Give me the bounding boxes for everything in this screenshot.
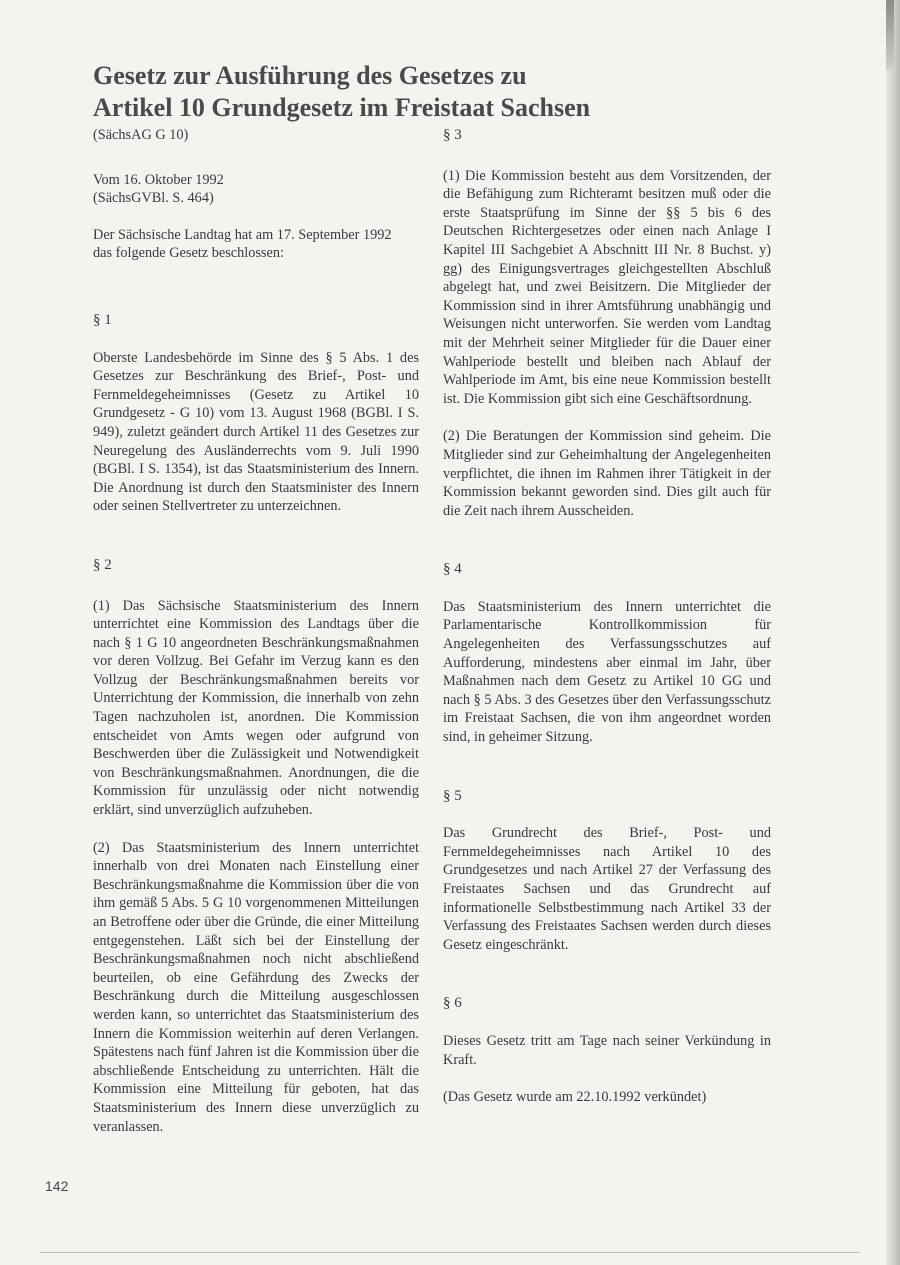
section-3-heading: § 3 xyxy=(443,127,462,143)
page-title xyxy=(93,60,793,124)
preamble: Der Sächsische Landtag hat am 17. September 1992 das folgende Gesetz beschlossen: xyxy=(93,226,392,262)
section-4-heading: § 4 xyxy=(443,561,462,578)
bottom-edge-line xyxy=(40,1252,860,1253)
section-3-paragraph-2: (2) Die Beratungen der Kommission sind geheim. Die Mitglieder sind zur Geheimhaltung der Angelegenheiten verpflichtet, die ihnen im Rahmen ihrer Tätigkeit in der Kommission bekannt geworden sind. Dies gilt auch für die Zeit nach ihrem Ausscheiden. xyxy=(443,428,771,519)
section-2-paragraph-2: (2) Das Staatsministerium des Innern unterrichtet innerhalb von drei Monaten nach Einstellung einer Beschränkungsmaßnahme die Kommission über die von ihm gemäß 5 Abs. 5 G 10 vorgenommenen Mitteilungen an Betroffene oder über die Gründe, die einer Mitteilung entgegenstehen. Läßt sich bei der Einstellung der Beschränkungsmaßnahmen noch nicht abschließend beurteilen, ob eine Gefährdung des Zwecks der Beschränkung durch die Mitteilung ausgeschlossen werden kann, so unterrichtet das Staatsministerium des Innern die Kommission weiterhin auf deren Verlangen. Spätestens nach fünf Jahren ist die Kommission über die abschließende Entscheidung zu unterrichten. Hält die Kommission eine Mitteilung für geboten, hat das Staatsministerium des Innern diese unverzüglich zu veranlassen. xyxy=(93,839,419,1135)
law-gazette: (SächsGVBl. S. 464) xyxy=(93,190,214,207)
section-5-paragraph: Das Grundrecht des Brief-, Post- und Fernmeldegeheimnisses nach Artikel 10 des Grundgesetzes und nach Artikel 27 der Verfassung des Freistaates Sachsen und das Grundrecht auf informationelle Selbstbestimmung nach Artikel 33 der Verfassung des Freistaates Sachsen werden durch dieses Gesetz eingeschränkt. xyxy=(443,825,771,953)
section-5-heading: § 5 xyxy=(443,787,462,804)
left-column xyxy=(93,126,419,1136)
section-6-paragraph: Dieses Gesetz tritt am Tage nach seiner Verkündung in Kraft. xyxy=(443,1032,771,1068)
title-line-1: Gesetz zur Ausführung des Gesetzes zu xyxy=(93,61,527,90)
section-2-heading: § 2 xyxy=(93,556,112,573)
section-4-paragraph: Das Staatsministerium des Innern unterrichtet die Parlamentarische Kontrollkommission für Angelegenheiten des Verfassungsschutzes auf Aufforderung, mindestens aber einmal im Jahr, über Maßnahmen nach dem Gesetz zu Artikel 10 GG und nach § 5 Abs. 3 des Gesetzes über den Verfassungsschutz im Freistaat Sachsen, die von ihm angeordnet worden sind, in geheimer Sitzung. xyxy=(443,598,771,746)
law-abbreviation: (SächsAG G 10) xyxy=(93,127,189,143)
law-date: Vom 16. Oktober 1992 xyxy=(93,171,224,188)
law-date-block xyxy=(93,171,419,208)
page-edge xyxy=(886,0,900,1265)
section-6-heading: § 6 xyxy=(443,995,462,1012)
title-line-2: Artikel 10 Grundgesetz im Freistaat Sachsen xyxy=(93,93,591,122)
section-1-heading: § 1 xyxy=(93,311,112,328)
right-column xyxy=(443,126,771,1107)
section-3-paragraph-1: (1) Die Kommission besteht aus dem Vorsitzenden, der die Befähigung zum Richteramt besitzen muß oder die erste Staatsprüfung im Sinne der §§ 5 bis 6 des Deutschen Richtergesetzes oder einen nach Anlage I Kapitel III Sachgebiet A Abschnitt III Nr. 8 Buchst. y) gg) des Einigungsvertrages gleichgestellten Abschluß abgelegt hat, und zwei Beisitzern. Die Mitglieder der Kommission sind in ihrer Amtsführung unabhängig und Weisungen nicht unterworfen. Sie werden vom Landtag mit der Mehrheit seiner Mitglieder für die Dauer einer Wahlperiode bestellt und bleiben nach Ablauf der Wahlperiode im Amt, bis eine neue Kommission bestellt ist. Die Kommission gibt sich eine Geschäftsordnung. xyxy=(443,167,771,407)
promulgation-note: (Das Gesetz wurde am 22.10.1992 verkündet) xyxy=(443,1089,707,1106)
binding-mark xyxy=(886,0,894,70)
section-2-paragraph-1: (1) Das Sächsische Staatsministerium des Innern unterrichtet eine Kommission des Landtags über die nach § 1 G 10 angeordneten Beschränkungsmaßnahmen vor deren Vollzug. Bei Gefahr im Verzug kann es den Vollzug der Beschränkungsmaßnahmen bereits vor Unterrichtung der Kommission, die innerhalb von zehn Tagen nachzuholen ist, anordnen. Die Kommission entscheidet von Amts wegen oder aufgrund von Beschwerden über die Zulässigkeit und Notwendigkeit von Beschränkungsmaßnahmen. Anordnungen, die die Kommission für unzulässig oder nicht notwendig erklärt, sind unverzüglich aufzuheben. xyxy=(93,597,419,819)
page-number: 142 xyxy=(45,1178,69,1194)
section-1-paragraph: Oberste Landesbehörde im Sinne des § 5 Abs. 1 des Gesetzes zur Beschränkung des Brief-, Post- und Fernmeldegeheimnisses (Gesetz zu Artikel 10 Grundgesetz - G 10) vom 13. August 1968 (BGBl. I S. 949), zuletzt geändert durch Artikel 11 des Gesetzes zur Neuregelung des Ausländerrechts vom 9. Juli 1990 (BGBl. I S. 1354), ist das Staatsministerium des Innern. Die Anordnung ist durch den Staatsminister des Innern oder seinen Stellvertreter zu unterzeichnen. xyxy=(93,349,419,515)
